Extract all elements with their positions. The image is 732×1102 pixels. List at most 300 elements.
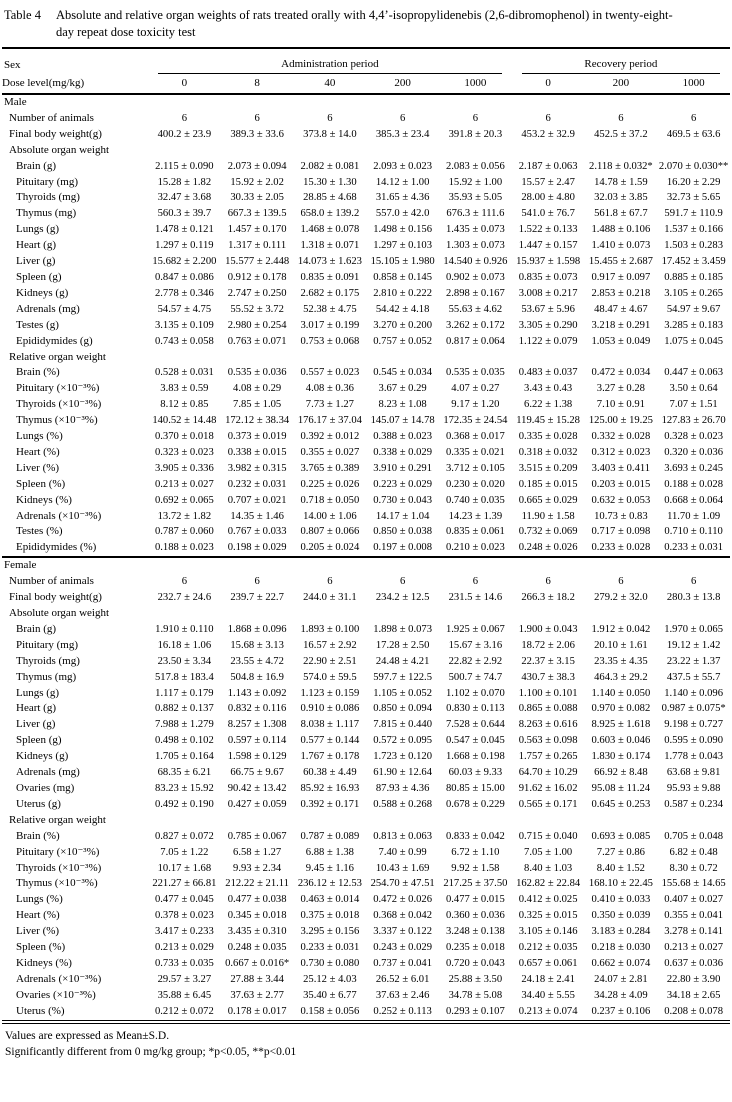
footnote-mean-sd: Values are expressed as Mean±S.D.	[5, 1029, 170, 1042]
value-cell: 95.93 ± 9.88	[666, 782, 721, 794]
value-cell: 3.285 ± 0.183	[664, 319, 724, 331]
value-cell: 145.07 ± 14.78	[370, 415, 435, 427]
value-cell: 0.368 ± 0.042	[373, 910, 433, 922]
value-cell: 0.472 ± 0.026	[373, 894, 433, 906]
value-cell: 0.720 ± 0.043	[445, 957, 505, 969]
value-cell: 176.17 ± 37.04	[297, 415, 362, 427]
value-cell: 0.338 ± 0.015	[227, 446, 287, 458]
value-cell: 14.35 ± 1.46	[230, 510, 284, 522]
value-cell: 7.988 ± 1.279	[154, 719, 214, 731]
value-cell: 8.23 ± 1.08	[378, 399, 427, 411]
value-cell: 83.23 ± 15.92	[154, 782, 214, 794]
value-cell: 8.40 ± 1.03	[524, 862, 573, 874]
value-cell: 1.478 ± 0.121	[154, 224, 214, 236]
value-cell: 0.447 ± 0.063	[664, 367, 724, 379]
value-cell: 16.18 ± 1.06	[157, 639, 212, 651]
value-cell: 239.7 ± 22.7	[230, 592, 284, 604]
value-cell: 24.18 ± 2.41	[521, 973, 575, 985]
value-cell: 6.88 ± 1.38	[305, 846, 354, 858]
value-cell: 14.540 ± 0.926	[443, 256, 508, 268]
value-cell: 0.208 ± 0.078	[664, 1005, 724, 1017]
value-cell: 6	[545, 576, 551, 588]
table-title: Absolute and relative organ weights of rats treated orally with 4,4’-isopropylidenebis (2,6-dibromophenol) in twenty-eight-day repeat dose toxicity test	[55, 8, 673, 39]
value-cell: 9.93 ± 2.34	[233, 862, 282, 874]
value-cell: 0.498 ± 0.102	[154, 735, 214, 747]
value-cell: 1.105 ± 0.052	[373, 687, 433, 699]
value-cell: 3.693 ± 0.245	[664, 462, 724, 474]
row-label: Brain (g)	[16, 622, 57, 635]
footnote-significance: Significantly different from 0 mg/kg group; *p<0.05, **p<0.01	[5, 1046, 297, 1059]
value-cell: 66.92 ± 8.48	[594, 767, 648, 779]
value-cell: 28.00 ± 4.80	[521, 192, 575, 204]
value-cell: 0.293 ± 0.107	[445, 1005, 505, 1017]
value-cell: 7.07 ± 1.51	[669, 399, 718, 411]
row-label: Epididymides (g)	[16, 334, 93, 347]
data-row	[2, 701, 730, 717]
value-cell: 20.10 ± 1.61	[594, 639, 648, 651]
value-cell: 162.82 ± 22.84	[516, 878, 581, 890]
value-cell: 3.017 ± 0.199	[300, 319, 360, 331]
value-cell: 266.3 ± 18.2	[521, 592, 575, 604]
value-cell: 2.682 ± 0.175	[300, 287, 360, 299]
data-row	[2, 988, 730, 1004]
value-cell: 437.5 ± 55.7	[666, 671, 721, 683]
value-cell: 0.535 ± 0.035	[445, 367, 505, 379]
value-cell: 0.763 ± 0.071	[227, 335, 287, 347]
value-cell: 127.83 ± 26.70	[661, 415, 726, 427]
data-row	[2, 924, 730, 940]
value-cell: 0.917 ± 0.097	[591, 271, 651, 283]
value-cell: 64.70 ± 10.29	[518, 767, 578, 779]
data-row	[2, 686, 730, 702]
row-label: Liver (g)	[16, 255, 56, 268]
value-cell: 7.05 ± 1.00	[524, 846, 573, 858]
data-row	[2, 175, 730, 191]
value-cell: 1.598 ± 0.129	[227, 751, 287, 763]
value-cell: 87.93 ± 4.36	[375, 782, 430, 794]
value-cell: 53.67 ± 5.96	[521, 303, 575, 315]
value-cell: 1.767 ± 0.178	[300, 751, 360, 763]
row-label: Kidneys (%)	[16, 956, 72, 969]
value-cell: 244.0 ± 31.1	[303, 592, 357, 604]
value-cell: 63.68 ± 9.81	[666, 767, 721, 779]
value-cell: 667.3 ± 139.5	[227, 208, 287, 220]
value-cell: 6	[327, 576, 333, 588]
data-row	[2, 574, 730, 590]
value-cell: 7.05 ± 1.22	[160, 846, 209, 858]
value-cell: 0.970 ± 0.082	[591, 703, 651, 715]
value-cell: 0.710 ± 0.110	[664, 526, 723, 538]
row-label: Heart (g)	[16, 239, 57, 252]
value-cell: 0.787 ± 0.089	[300, 830, 360, 842]
value-cell: 0.178 ± 0.017	[227, 1005, 287, 1017]
row-label: Adrenals (mg)	[16, 302, 80, 315]
value-cell: 0.737 ± 0.041	[373, 957, 433, 969]
value-cell: 0.865 ± 0.088	[518, 703, 578, 715]
table-body	[2, 94, 730, 1022]
value-cell: 0.213 ± 0.074	[518, 1005, 578, 1017]
value-cell: 3.83 ± 0.59	[160, 383, 209, 395]
data-row	[2, 540, 730, 557]
value-cell: 26.52 ± 6.01	[375, 973, 430, 985]
value-cell: 1.447 ± 0.157	[518, 240, 578, 252]
value-cell: 95.08 ± 11.24	[591, 782, 651, 794]
value-cell: 35.40 ± 6.77	[303, 989, 357, 1001]
value-cell: 23.50 ± 3.34	[157, 655, 212, 667]
value-cell: 14.78 ± 1.59	[594, 176, 648, 188]
row-label: Brain (%)	[16, 829, 60, 842]
section-label: Female	[2, 557, 730, 574]
value-cell: 6.82 ± 0.48	[669, 846, 718, 858]
value-cell: 9.17 ± 1.20	[451, 399, 500, 411]
value-cell: 16.57 ± 2.92	[303, 639, 357, 651]
value-cell: 1.053 ± 0.049	[591, 335, 651, 347]
value-cell: 0.198 ± 0.029	[227, 542, 287, 554]
value-cell: 0.325 ± 0.015	[518, 910, 578, 922]
value-cell: 60.38 ± 4.49	[303, 767, 357, 779]
value-cell: 15.577 ± 2.448	[225, 256, 290, 268]
value-cell: 14.23 ± 1.39	[448, 510, 503, 522]
value-cell: 0.528 ± 0.031	[154, 367, 214, 379]
data-row	[2, 493, 730, 509]
value-cell: 18.72 ± 2.06	[521, 639, 575, 651]
value-cell: 400.2 ± 23.9	[157, 128, 212, 140]
value-cell: 0.233 ± 0.031	[300, 942, 360, 954]
value-cell: 3.712 ± 0.105	[445, 462, 505, 474]
data-row	[2, 445, 730, 461]
data-row	[2, 159, 730, 175]
value-cell: 6	[181, 576, 188, 588]
row-label: Final body weight(g)	[9, 127, 102, 140]
value-cell: 0.197 ± 0.008	[373, 542, 433, 554]
value-cell: 280.3 ± 13.8	[666, 592, 721, 604]
value-cell: 1.435 ± 0.073	[445, 224, 505, 236]
value-cell: 1.723 ± 0.120	[373, 751, 433, 763]
data-row	[2, 972, 730, 988]
value-cell: 0.882 ± 0.137	[154, 703, 214, 715]
value-cell: 17.452 ± 3.459	[661, 256, 726, 268]
value-cell: 0.477 ± 0.045	[154, 894, 214, 906]
value-cell: 0.603 ± 0.046	[591, 735, 651, 747]
value-cell: 6	[181, 112, 188, 124]
value-cell: 1.117 ± 0.179	[155, 687, 214, 699]
data-row	[2, 127, 730, 143]
value-cell: 3.305 ± 0.290	[518, 319, 578, 331]
value-cell: 3.218 ± 0.291	[591, 319, 651, 331]
value-cell: 6	[254, 576, 260, 588]
row-label: Heart (%)	[16, 445, 60, 458]
value-cell: 0.373 ± 0.019	[227, 431, 287, 443]
value-cell: 1.100 ± 0.101	[518, 687, 578, 699]
row-label: Thyroids (mg)	[16, 654, 80, 667]
data-row	[2, 654, 730, 670]
value-cell: 1.297 ± 0.103	[373, 240, 433, 252]
recovery-period-header	[512, 48, 730, 74]
data-row	[2, 829, 730, 845]
value-cell: 15.68 ± 3.13	[230, 639, 284, 651]
value-cell: 0.427 ± 0.059	[227, 798, 287, 810]
value-cell: 0.740 ± 0.035	[445, 494, 505, 506]
value-cell: 0.243 ± 0.029	[373, 942, 433, 954]
value-cell: 0.233 ± 0.031	[664, 542, 724, 554]
value-cell: 0.587 ± 0.234	[664, 798, 724, 810]
value-cell: 2.082 ± 0.081	[300, 160, 360, 172]
dose-value: 200	[366, 74, 439, 94]
value-cell: 0.835 ± 0.073	[518, 271, 578, 283]
value-cell: 0.212 ± 0.072	[154, 1005, 214, 1017]
value-cell: 15.937 ± 1.598	[516, 256, 581, 268]
value-cell: 24.07 ± 2.81	[594, 973, 648, 985]
value-cell: 8.038 ± 1.117	[300, 719, 360, 731]
value-cell: 10.17 ± 1.68	[157, 862, 212, 874]
value-cell: 25.12 ± 4.03	[303, 973, 357, 985]
subheader-label: Relative organ weight	[9, 350, 106, 363]
row-label: Spleen (g)	[16, 734, 62, 747]
value-cell: 54.42 ± 4.18	[375, 303, 430, 315]
value-cell: 0.987 ± 0.075*	[661, 703, 726, 715]
value-cell: 0.248 ± 0.035	[227, 942, 287, 954]
recovery-period-label: Recovery period	[584, 58, 658, 70]
value-cell: 469.5 ± 63.6	[666, 128, 721, 140]
row-label: Adrenals (×10⁻³%)	[16, 972, 102, 985]
dose-value: 200	[585, 74, 658, 94]
value-cell: 3.337 ± 0.122	[373, 926, 433, 938]
data-row	[2, 286, 730, 302]
subheader-label: Absolute organ weight	[9, 607, 110, 619]
value-cell: 1.140 ± 0.050	[591, 687, 651, 699]
value-cell: 0.847 ± 0.086	[154, 271, 214, 283]
value-cell: 1.123 ± 0.159	[300, 687, 360, 699]
value-cell: 1.102 ± 0.070	[445, 687, 505, 699]
row-label: Lungs (%)	[16, 893, 63, 906]
value-cell: 6.22 ± 1.38	[524, 399, 573, 411]
row-label: Heart (%)	[16, 909, 60, 922]
value-cell: 15.455 ± 2.687	[588, 256, 653, 268]
value-cell: 1.498 ± 0.156	[373, 224, 433, 236]
value-cell: 0.657 ± 0.061	[518, 957, 578, 969]
value-cell: 6	[472, 112, 479, 124]
value-cell: 500.7 ± 74.7	[448, 671, 503, 683]
value-cell: 3.248 ± 0.138	[445, 926, 505, 938]
value-cell: 0.835 ± 0.061	[445, 526, 505, 538]
value-cell: 2.118 ± 0.032*	[589, 160, 653, 172]
value-cell: 15.28 ± 1.82	[157, 176, 212, 188]
value-cell: 597.7 ± 122.5	[373, 671, 433, 683]
value-cell: 0.535 ± 0.036	[227, 367, 287, 379]
value-cell: 1.522 ± 0.133	[518, 224, 578, 236]
value-cell: 34.28 ± 4.09	[594, 989, 648, 1001]
value-cell: 3.435 ± 0.310	[227, 926, 287, 938]
value-cell: 9.198 ± 0.727	[664, 719, 724, 731]
data-row	[2, 238, 730, 254]
value-cell: 16.20 ± 2.29	[666, 176, 721, 188]
value-cell: 2.187 ± 0.063	[518, 160, 578, 172]
value-cell: 15.682 ± 2.200	[152, 256, 217, 268]
value-cell: 430.7 ± 38.3	[521, 671, 575, 683]
value-cell: 373.8 ± 14.0	[303, 128, 357, 140]
dose-value: 8	[221, 74, 294, 94]
value-cell: 3.515 ± 0.209	[518, 462, 578, 474]
value-cell: 0.730 ± 0.080	[300, 957, 360, 969]
data-row	[2, 956, 730, 972]
value-cell: 0.767 ± 0.033	[227, 526, 287, 538]
row-label: Thymus (×10⁻³%)	[16, 877, 98, 890]
dose-header-row	[2, 74, 730, 94]
row-label: Heart (g)	[16, 702, 57, 715]
value-cell: 0.858 ± 0.145	[373, 271, 433, 283]
row-label: Liver (%)	[16, 461, 60, 474]
value-cell: 28.85 ± 4.68	[303, 192, 357, 204]
row-label: Pituitary (mg)	[16, 175, 79, 188]
value-cell: 3.910 ± 0.291	[373, 462, 433, 474]
value-cell: 0.597 ± 0.114	[227, 735, 287, 747]
value-cell: 8.12 ± 0.85	[160, 399, 209, 411]
value-cell: 34.40 ± 5.55	[521, 989, 575, 1001]
value-cell: 0.707 ± 0.021	[227, 494, 287, 506]
value-cell: 0.237 ± 0.106	[591, 1005, 651, 1017]
value-cell: 27.88 ± 3.44	[230, 973, 284, 985]
value-cell: 0.312 ± 0.023	[591, 446, 651, 458]
data-row	[2, 749, 730, 765]
data-row	[2, 908, 730, 924]
value-cell: 32.03 ± 3.85	[594, 192, 648, 204]
value-cell: 0.203 ± 0.015	[591, 478, 651, 490]
administration-period-label: Administration period	[281, 58, 379, 70]
value-cell: 0.732 ± 0.069	[518, 526, 578, 538]
data-row	[2, 365, 730, 381]
subheader-row	[2, 813, 730, 829]
subheader-label: Absolute organ weight	[9, 143, 110, 156]
value-cell: 0.338 ± 0.029	[373, 446, 433, 458]
value-cell: 2.070 ± 0.030**	[658, 160, 729, 172]
value-cell: 1.503 ± 0.283	[664, 240, 724, 252]
data-row	[2, 940, 730, 956]
data-row	[2, 270, 730, 286]
value-cell: 172.12 ± 38.34	[225, 415, 290, 427]
value-cell: 3.262 ± 0.172	[445, 319, 505, 331]
data-row	[2, 765, 730, 781]
value-cell: 2.980 ± 0.254	[227, 319, 287, 331]
row-label: Spleen (g)	[16, 270, 62, 283]
row-label: Spleen (%)	[16, 941, 66, 954]
data-row	[2, 509, 730, 525]
value-cell: 0.472 ± 0.034	[591, 367, 651, 379]
data-row	[2, 413, 730, 429]
value-cell: 0.850 ± 0.094	[373, 703, 433, 715]
value-cell: 385.3 ± 23.4	[375, 128, 430, 140]
value-cell: 11.70 ± 1.09	[667, 510, 721, 522]
value-cell: 0.360 ± 0.036	[445, 910, 505, 922]
value-cell: 168.10 ± 22.45	[588, 878, 653, 890]
value-cell: 1.317 ± 0.111	[228, 240, 287, 252]
data-row	[2, 381, 730, 397]
value-cell: 0.595 ± 0.090	[664, 735, 724, 747]
value-cell: 91.62 ± 16.02	[518, 782, 578, 794]
value-cell: 676.3 ± 111.6	[446, 208, 505, 220]
value-cell: 0.557 ± 0.023	[300, 367, 360, 379]
value-cell: 15.92 ± 2.02	[230, 176, 284, 188]
row-label: Pituitary (×10⁻³%)	[16, 845, 100, 858]
value-cell: 0.335 ± 0.028	[518, 431, 578, 443]
row-label: Ovaries (mg)	[16, 781, 75, 794]
value-cell: 3.135 ± 0.109	[154, 319, 214, 331]
value-cell: 55.52 ± 3.72	[230, 303, 284, 315]
row-label: Liver (%)	[16, 925, 60, 938]
value-cell: 19.12 ± 1.42	[666, 639, 721, 651]
value-cell: 10.43 ± 1.69	[375, 862, 430, 874]
value-cell: 0.483 ± 0.037	[518, 367, 578, 379]
value-cell: 3.50 ± 0.64	[669, 383, 718, 395]
value-cell: 3.417 ± 0.233	[154, 926, 214, 938]
value-cell: 6	[618, 576, 624, 588]
value-cell: 0.692 ± 0.065	[154, 494, 214, 506]
value-cell: 2.747 ± 0.250	[227, 287, 287, 299]
data-row	[2, 845, 730, 861]
value-cell: 1.778 ± 0.043	[664, 751, 724, 763]
value-cell: 0.318 ± 0.032	[518, 446, 578, 458]
value-cell: 0.785 ± 0.067	[227, 830, 287, 842]
value-cell: 7.528 ± 0.644	[445, 719, 505, 731]
value-cell: 1.140 ± 0.096	[664, 687, 724, 699]
value-cell: 2.115 ± 0.090	[155, 160, 214, 172]
value-cell: 1.297 ± 0.119	[155, 240, 214, 252]
value-cell: 3.765 ± 0.389	[300, 462, 360, 474]
value-cell: 464.3 ± 29.2	[594, 671, 648, 683]
value-cell: 212.22 ± 21.11	[225, 878, 289, 890]
table-footnotes	[2, 1024, 730, 1061]
row-label: Uterus (%)	[16, 1004, 65, 1017]
value-cell: 1.075 ± 0.045	[664, 335, 724, 347]
dose-level-label: Dose level(mg/kg)	[2, 74, 148, 94]
value-cell: 0.213 ± 0.029	[154, 942, 214, 954]
data-row	[2, 397, 730, 413]
value-cell: 0.378 ± 0.023	[154, 910, 214, 922]
value-cell: 7.815 ± 0.440	[373, 719, 433, 731]
value-cell: 3.008 ± 0.217	[518, 287, 578, 299]
value-cell: 3.67 ± 0.29	[378, 383, 427, 395]
value-cell: 1.830 ± 0.174	[591, 751, 651, 763]
value-cell: 504.8 ± 16.9	[230, 671, 284, 683]
value-cell: 66.75 ± 9.67	[230, 767, 284, 779]
value-cell: 125.00 ± 19.25	[588, 415, 653, 427]
value-cell: 4.08 ± 0.29	[233, 383, 282, 395]
value-cell: 1.457 ± 0.170	[227, 224, 287, 236]
subheader-label: Relative organ weight	[9, 813, 106, 826]
data-row	[2, 861, 730, 877]
value-cell: 0.218 ± 0.030	[591, 942, 651, 954]
value-cell: 8.263 ± 0.616	[518, 719, 578, 731]
value-cell: 0.407 ± 0.027	[664, 894, 724, 906]
value-cell: 0.233 ± 0.028	[591, 542, 651, 554]
row-label: Number of animals	[9, 111, 94, 124]
value-cell: 2.093 ± 0.023	[373, 160, 433, 172]
value-cell: 119.45 ± 15.28	[516, 415, 580, 427]
row-label: Kidneys (g)	[16, 750, 69, 763]
value-cell: 7.73 ± 1.27	[305, 399, 354, 411]
value-cell: 0.807 ± 0.066	[300, 526, 360, 538]
value-cell: 221.27 ± 66.81	[152, 878, 217, 890]
section-row	[2, 94, 730, 111]
value-cell: 0.392 ± 0.012	[300, 431, 360, 443]
value-cell: 6	[472, 576, 479, 588]
value-cell: 0.577 ± 0.144	[300, 735, 360, 747]
row-label: Thymus (mg)	[16, 670, 77, 683]
value-cell: 31.65 ± 4.36	[375, 192, 430, 204]
value-cell: 23.22 ± 1.37	[666, 655, 721, 667]
sex-header-label: Sex	[4, 59, 21, 71]
data-row	[2, 206, 730, 222]
row-label: Adrenals (mg)	[16, 766, 80, 779]
